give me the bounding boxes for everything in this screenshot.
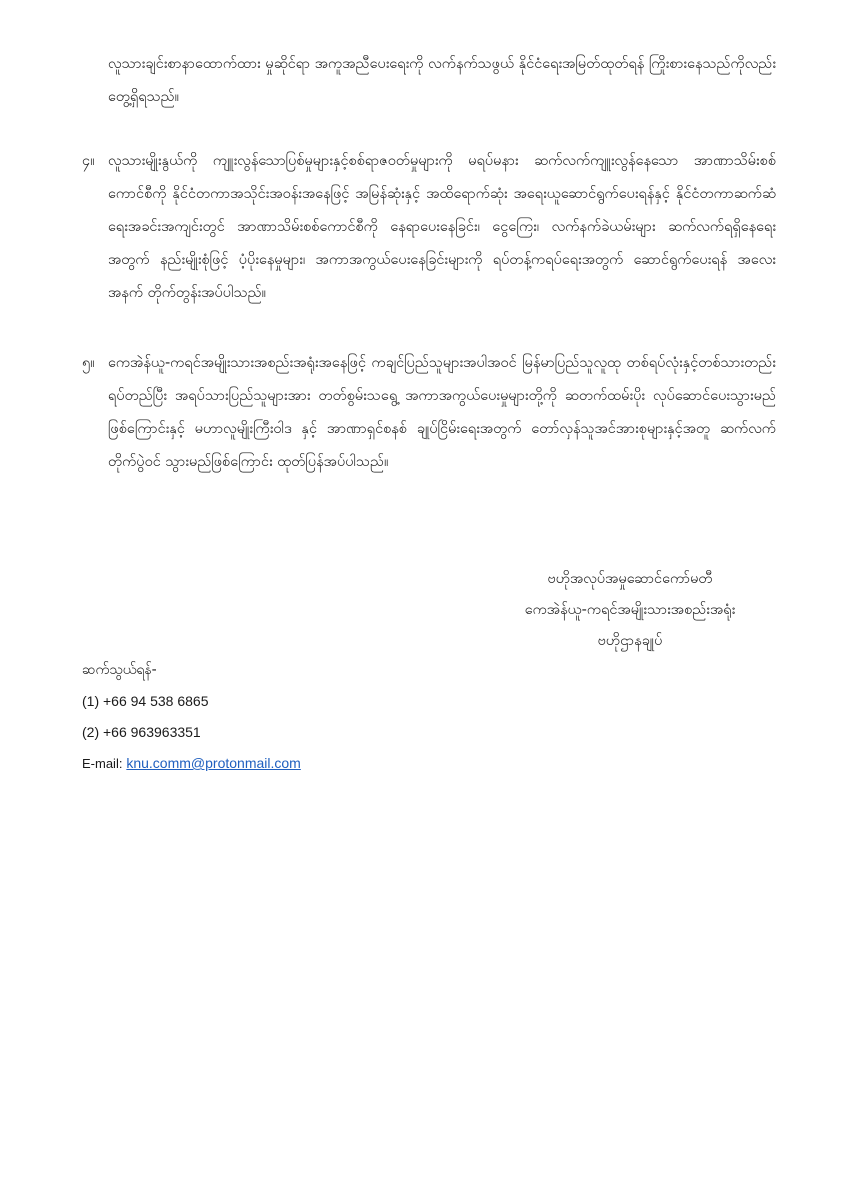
paragraph-continued-text: လူသားချင်းစာနာထောက်ထား မှုဆိုင်ရာ အကူအညီပေးရေးကို လက်နက်သဖွယ် နိုင်ငံရေးအမြတ်ထုတ်ရန် ကြိုးစားနေသည်ကိုလည်း တွေ့ရှိရသည်။ [108,56,776,105]
email-link[interactable]: knu.comm@protonmail.com [126,755,301,771]
contact-email-row [82,748,301,779]
paragraph-4-text: လူသားမျိုးနွယ်ကို ကျူးလွန်သောပြစ်မှုများနှင့်စစ်ရာဇဝတ်မှုများကို မရပ်မနား ဆက်လက်ကျူးလွန်နေသော အာဏာသိမ်းစစ်ကောင်စီကို နိုင်ငံတကာအသိုင်းအဝန်းအနေဖြင့် အမြန်ဆုံးနှင့် အထိရောက်ဆုံး အရေးယူဆောင်ရွက်ပေးရန်နှင့် နိုင်ငံတကာဆက်ဆံရေးအခင်းအကျင်းတွင် အာဏာသိမ်းစစ်ကောင်စီကို နေရာပေးနေခြင်း၊ ငွေကြေး၊ လက်နက်ခဲယမ်းများ ဆက်လက်ရရှိနေရေးအတွက် နည်းမျိုးစုံဖြင့် ပံ့ပိုးနေမှုများ၊ အကာအကွယ်ပေးနေခြင်းများကို ရပ်တန့်ကရပ်ရေးအတွက် ဆောင်ရွက်ပေးရန် အလေးအနက် တိုက်တွန်းအပ်ပါသည်။ [108,153,776,301]
contact-block [82,655,301,779]
contact-heading: ဆက်သွယ်ရန်- [82,662,157,678]
paragraph-5-text: ကေအဲန်ယူ-ကရင်အမျိုးသားအစည်းအရုံးအနေဖြင့် ကချင်ပြည်သူများအပါအဝင် မြန်မာပြည်သူလူထု တစ်ရပ်လုံးနှင့်တစ်သားတည်းရပ်တည်ပြီး အရပ်သားပြည်သူများအား တတ်စွမ်းသရွေ့ အကာအကွယ်ပေးမှုများတို့ကို ဆတက်ထမ်းပိုး လုပ်ဆောင်ပေးသွားမည် ဖြစ်ကြောင်းနှင့် မဟာလူမျိုးကြီးဝါဒ နှင့် အာဏာရှင်စနစ် ချုပ်ငြိမ်းရေးအတွက် တော်လှန်သူအင်အားစုများနှင့်အတူ ဆက်လက်တိုက်ပွဲဝင် သွားမည်ဖြစ်ကြောင်း ထုတ်ပြန်အပ်ပါသည်။ [108,355,776,470]
contact-phone-1: (1) +66 94 538 6865 [82,693,209,709]
email-label: E-mail: [82,756,123,771]
paragraph-4 [82,145,776,310]
signature-block [470,564,790,657]
signature-headquarters: ဗဟိုဌာနချုပ် [597,633,663,649]
signature-committee: ဗဟိုအလုပ်အမှုဆောင်ကော်မတီ [547,571,713,587]
contact-phone-2: (2) +66 963963351 [82,724,201,740]
paragraph-5 [82,347,776,479]
paragraph-4-number: ၄။ [82,153,95,169]
paragraph-continued [108,48,776,114]
signature-organization: ကေအဲန်ယူ-ကရင်အမျိုးသားအစည်းအရုံး [524,602,736,618]
paragraph-5-number: ၅။ [82,355,95,371]
